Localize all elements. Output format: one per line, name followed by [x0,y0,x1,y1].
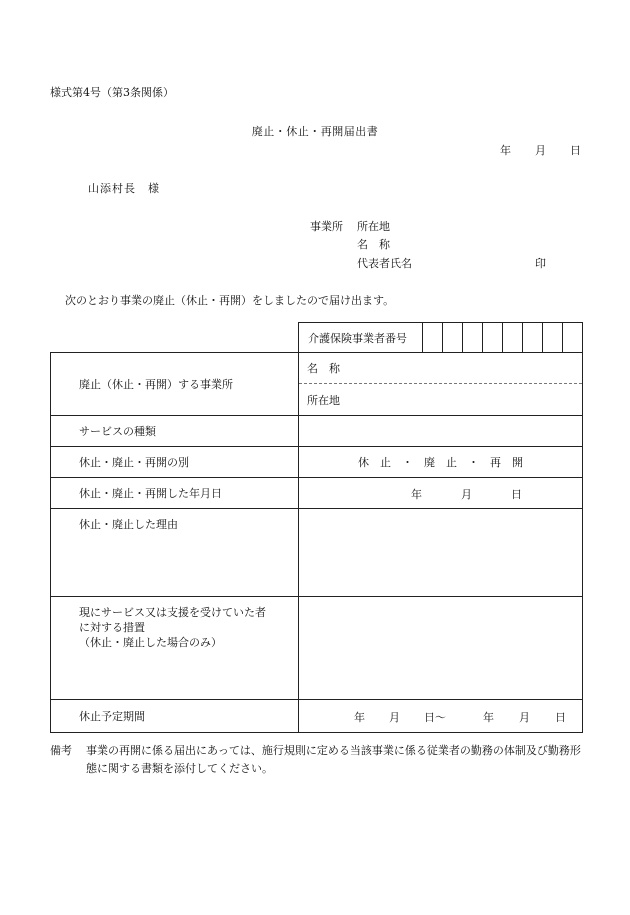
sender-name-label: 名 称 [357,238,390,251]
provider-number-box[interactable] [543,323,563,353]
reason-field[interactable] [299,509,583,597]
date-month-label: 月 [535,144,546,157]
office-name-label: 名 称 [307,362,340,375]
measures-label-line: に対する措置 [79,621,145,634]
addressee: 山添村長 様 [88,182,160,195]
period-start-month: 月 [389,711,400,724]
period-end-day: 日 [555,711,566,724]
category-label: 休止・廃止・再開の別 [51,447,299,478]
provider-number-box[interactable] [423,323,443,353]
date-field-month: 月 [461,488,472,501]
date-row [51,478,583,509]
period-field[interactable] [299,700,583,733]
date-field[interactable] [299,478,583,509]
service-type-row [51,416,583,447]
service-type-field[interactable] [299,416,583,447]
office-value-cell [299,353,583,416]
measures-label [51,597,299,700]
measures-label-line: 現にサービス又は支援を受けていた者 [79,606,266,619]
date-year-label: 年 [500,144,511,157]
notification-form-table [50,322,583,733]
category-options[interactable]: 休 止 ・ 廃 止 ・ 再 開 [299,447,583,478]
period-label: 休止予定期間 [51,700,299,733]
date-field-year: 年 [411,488,422,501]
date-field-day: 日 [511,488,522,501]
provider-number-box[interactable] [443,323,463,353]
provider-number-row [51,323,583,353]
date-label: 休止・廃止・再開した年月日 [51,478,299,509]
category-row [51,447,583,478]
document-title: 廃止・休止・再開届出書 [251,125,379,138]
office-label: 廃止（休止・再開）する事業所 [51,353,299,416]
provider-number-box[interactable] [563,323,583,353]
office-row [51,353,583,416]
reason-label: 休止・廃止した理由 [51,509,299,597]
sender-representative-label: 代表者氏名 [357,257,412,270]
provider-number-box[interactable] [503,323,523,353]
period-end-year: 年 [483,711,494,724]
reason-row [51,509,583,597]
measures-label-line: （休止・廃止した場合のみ） [79,636,222,649]
date-day-label: 日 [570,144,581,157]
period-row [51,700,583,733]
provider-number-box[interactable] [483,323,503,353]
period-end-month: 月 [519,711,530,724]
period-start-year: 年 [354,711,365,724]
provider-number-label: 介護保険事業者番号 [299,323,423,353]
intro-text: 次のとおり事業の廃止（休止・再開）をしましたので届け出ます。 [65,294,395,307]
measures-row [51,597,583,700]
office-name-field[interactable] [299,353,582,384]
sender-location-label: 所在地 [357,220,390,233]
office-location-field[interactable] [299,384,582,415]
seal-mark: 印 [535,257,546,270]
service-type-label: サービスの種類 [51,416,299,447]
provider-number-box[interactable] [463,323,483,353]
measures-field[interactable] [299,597,583,700]
sender-office-label: 事業所 [310,220,343,233]
period-start-day: 日〜 [424,711,446,724]
blank-cell [51,323,299,353]
provider-number-box[interactable] [523,323,543,353]
remarks-heading: 備考 [50,744,72,757]
form-id: 様式第4号（第3条関係） [50,86,174,99]
office-location-label: 所在地 [307,393,340,407]
remarks-text: 事業の再開に係る届出にあっては、施行規則に定める当該事業に係る従業者の勤務の体制及び勤務形態に関する書類を添付してください。 [86,744,581,775]
